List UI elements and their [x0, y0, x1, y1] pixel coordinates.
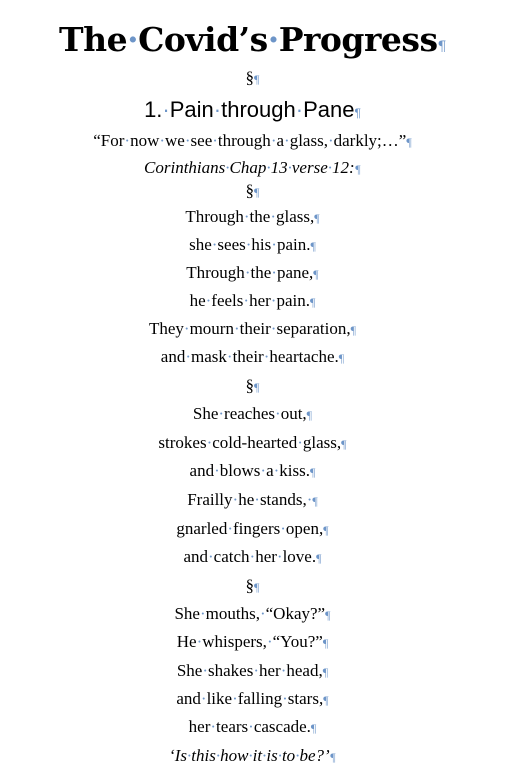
epigraph: “For·now·we·see·through·a·glass,·darkly;…”¶ — [93, 131, 412, 150]
pilcrow-mark: ¶ — [322, 636, 329, 650]
pilcrow-mark: ¶ — [313, 267, 319, 281]
pilcrow-mark: ¶ — [325, 608, 331, 622]
pilcrow-mark: ¶ — [310, 465, 316, 479]
pilcrow-mark: ¶ — [310, 721, 317, 735]
poem-line: Through·the·glass,¶ — [185, 207, 320, 226]
pilcrow-mark: ¶ — [323, 693, 329, 707]
pilcrow-mark: ¶ — [350, 323, 357, 337]
pilcrow-mark: ¶ — [254, 72, 260, 86]
pilcrow-mark: ¶ — [309, 295, 316, 309]
pilcrow-mark: ¶ — [341, 437, 347, 451]
section-mark: §¶ — [245, 181, 260, 200]
poem-line: he·feels·her·pain.¶ — [189, 291, 316, 310]
poem-line: She·mouths,·“Okay?”¶ — [174, 604, 331, 623]
section-mark: §¶ — [245, 376, 260, 395]
poem-line: she·sees·his·pain.¶ — [189, 235, 316, 254]
pilcrow-mark: ¶ — [312, 494, 318, 508]
poem-line: She·reaches·out,¶ — [192, 404, 313, 423]
poem-line: and·blows·a·kiss.¶ — [189, 461, 316, 480]
pilcrow-mark: ¶ — [323, 523, 329, 537]
pilcrow-mark: ¶ — [314, 211, 320, 225]
pilcrow-mark: ¶ — [338, 351, 345, 365]
pilcrow-mark: ¶ — [306, 408, 313, 422]
section-mark: §¶ — [245, 576, 260, 595]
poem-line: Frailly·he·stands,·¶ — [187, 490, 318, 509]
pilcrow-mark: ¶ — [354, 162, 361, 176]
pilcrow-mark: ¶ — [406, 135, 412, 149]
poem-line: gnarled·fingers·open,¶ — [176, 519, 329, 538]
section-mark: §¶ — [245, 68, 260, 87]
poem-line: her·tears·cascade.¶ — [188, 717, 317, 736]
poem-subtitle: 1.·Pain·through·Pane¶ — [144, 97, 361, 122]
closing-line: ‘Is·this·how·it·is·to·be?’¶ — [169, 746, 336, 765]
poem-line: She·shakes·her·head,¶ — [176, 661, 329, 680]
poem-line: and·catch·her·love.¶ — [183, 547, 322, 566]
pilcrow-mark: ¶ — [354, 106, 361, 120]
poem-line: They·mourn·their·separation,¶ — [148, 319, 357, 338]
poem-line: and·like·falling·stars,¶ — [176, 689, 329, 708]
pilcrow-mark: ¶ — [437, 39, 446, 55]
pilcrow-mark: ¶ — [310, 239, 316, 253]
pilcrow-mark: ¶ — [254, 185, 260, 199]
pilcrow-mark: ¶ — [322, 665, 329, 679]
poem-line: and·mask·their·heartache.¶ — [160, 347, 345, 366]
poem-line: He·whispers,·“You?”¶ — [176, 632, 329, 651]
poem-title: The·Covid’s·Progress¶ — [59, 20, 446, 59]
pilcrow-mark: ¶ — [254, 380, 260, 394]
citation: Corinthians·Chap·13·verse·12:¶ — [144, 158, 361, 177]
pilcrow-mark: ¶ — [254, 580, 260, 594]
poem-line: strokes·cold-hearted·glass,¶ — [158, 433, 347, 452]
pilcrow-mark: ¶ — [329, 750, 336, 764]
pilcrow-mark: ¶ — [316, 551, 322, 565]
poem-line: Through·the·pane,¶ — [186, 263, 319, 282]
